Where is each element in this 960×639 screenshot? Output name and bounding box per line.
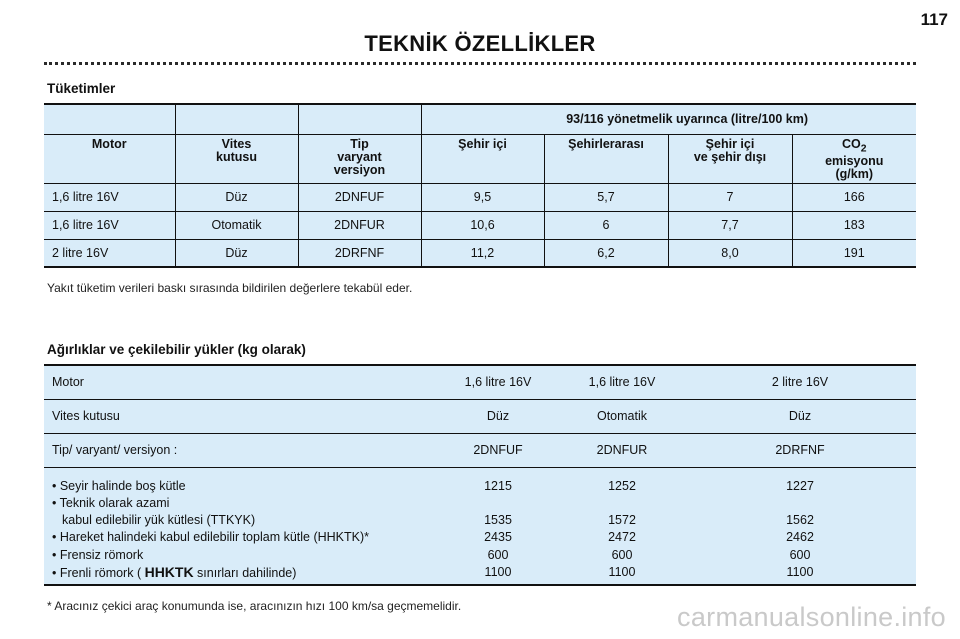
col-motor: Motor [44,134,175,183]
row-label: Tip/ varyant/ versiyon : [44,433,436,467]
list-item: • Seyir halinde boş kütle [52,478,186,493]
weights-footnote: * Aracınız çekici araç konumunda ise, aracınızın hızı 100 km/sa geçmemelidir. [47,599,462,613]
cell-type: 2DNFUF [298,183,421,211]
list-item-continuation: kabul edilebilir yük kütlesi (TTKYK) [62,513,256,528]
cell-gearbox: Düz [175,239,298,267]
cell-motor: 2 litre 16V [44,239,175,267]
cell-value: 2DRFNF [684,433,916,467]
cell-gearbox: Düz [175,183,298,211]
cell-extra-urban: 6 [544,211,668,239]
cell-combined: 8,0 [668,239,792,267]
table-row [44,399,916,433]
cell-urban: 10,6 [421,211,544,239]
dotted-divider [44,62,916,65]
cell-value: Düz [436,399,560,433]
col-extra-urban: Şehirlerarası [544,134,668,183]
col-urban: Şehir içi [421,134,544,183]
table-row [44,365,916,399]
watermark: carmanualsonline.info [677,602,946,632]
cell-gearbox: Otomatik [175,211,298,239]
cell-value: 1,6 litre 16V [560,365,684,399]
consumption-header-row [44,134,916,183]
cell-co2: 191 [792,239,916,267]
list-item: • Frensiz römork [52,547,144,562]
list-item: • Hareket halindeki kabul edilebilir toplam kütle (HHKTK)* [52,530,370,545]
cell-motor: 1,6 litre 16V [44,211,175,239]
col-type: Tip varyant versiyon [298,134,421,183]
cell-urban: 11,2 [421,239,544,267]
row-label: Motor [44,365,436,399]
cell-co2: 183 [792,211,916,239]
table-row [44,211,916,239]
consumption-super-header-row [44,104,916,134]
weights-values-col-3: 1227 1562 2462 600 1100 [684,467,916,585]
weights-detail-row [44,467,916,585]
cell-extra-urban: 6,2 [544,239,668,267]
weights-heading: Ağırlıklar ve çekilebilir yükler (kg olarak) [47,342,306,357]
cell-urban: 9,5 [421,183,544,211]
cell-value: 2DNFUR [560,433,684,467]
cell-value: 2 litre 16V [684,365,916,399]
weights-items [44,467,436,585]
col-gearbox: Vites kutusu [175,134,298,183]
cell-combined: 7,7 [668,211,792,239]
page-number: 117 [920,10,948,29]
list-item: • Frenli römork ( HHKTK sınırları dahilinde) [52,563,297,580]
cell-value: Düz [684,399,916,433]
cell-value: 1,6 litre 16V [436,365,560,399]
weights-values-col-1: 1215 1535 2435 600 1100 [436,467,560,585]
cell-motor: 1,6 litre 16V [44,183,175,211]
list-item: • Teknik olarak azami [52,495,170,510]
table-row [44,433,916,467]
page-title: TEKNİK ÖZELLİKLER [364,31,596,56]
cell-type: 2DRFNF [298,239,421,267]
cell-extra-urban: 5,7 [544,183,668,211]
cell-value: Otomatik [560,399,684,433]
consumption-table [44,103,916,268]
weights-values-col-2: 1252 1572 2472 600 1100 [560,467,684,585]
consumption-note: Yakıt tüketim verileri baskı sırasında bildirilen değerlere tekabül eder. [47,281,413,295]
cell-co2: 166 [792,183,916,211]
row-label: Vites kutusu [44,399,436,433]
cell-combined: 7 [668,183,792,211]
col-combined: Şehir içi ve şehir dışı [668,134,792,183]
consumption-super-header: 93/116 yönetmelik uyarınca (litre/100 km) [421,104,916,134]
weights-table [44,364,916,586]
cell-value: 2DNFUF [436,433,560,467]
cell-type: 2DNFUR [298,211,421,239]
col-co2: $CO_2$ emisyonu (g/km) [792,134,916,183]
table-row [44,183,916,211]
consumption-heading: Tüketimler [47,81,116,96]
table-row [44,239,916,267]
